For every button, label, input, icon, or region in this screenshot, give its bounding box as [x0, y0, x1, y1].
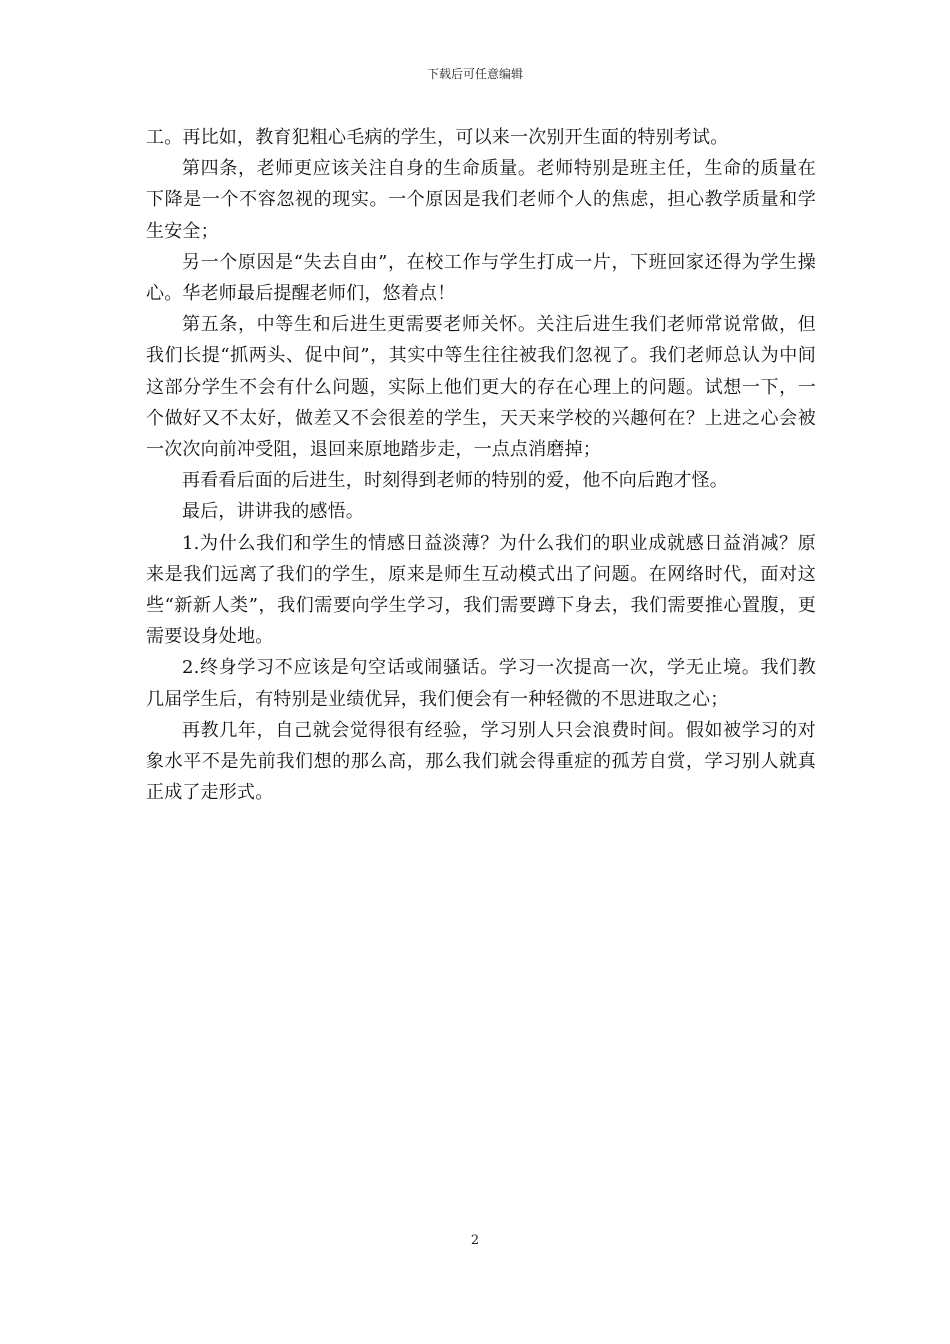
- page-header: 下载后可任意编辑: [426, 67, 523, 81]
- paragraph: 1.为什么我们和学生的情感日益淡薄？为什么我们的职业成就感日益消减？原来是我们远离了我们的学生，原来是师生互动模式出了问题。在网络时代，面对这些“新新人类”，我们需要向学生学习，我们需要蹲下身去，我们需要推心置腹，更需要设身处地。: [146, 532, 816, 648]
- paragraph: 最后，讲讲我的感悟。: [182, 501, 364, 523]
- paragraph: 再看看后面的后进生，时刻得到老师的特别的爱，他不向后跑才怪。: [182, 470, 728, 492]
- paragraph: 第四条，老师更应该关注自身的生命质量。老师特别是班主任，生命的质量在下降是一个不容忽视的现实。一个原因是我们老师个人的焦虑，担心教学质量和学生安全；: [146, 158, 816, 242]
- paragraph: 第五条，中等生和后进生更需要老师关怀。关注后进生我们老师常说常做，但我们长提“抓两头、促中间”，其实中等生往往被我们忽视了。我们老师总认为中间这部分学生不会有什么问题，实际上他们更大的存在心理上的问题。试想一下，一个做好又不太好，做差又不会很差的学生，天天来学校的兴趣何在？上进之心会被一次次向前冲受阻，退回来原地踏步走，一点点消磨掉；: [146, 314, 816, 461]
- page-number: 2: [470, 1233, 480, 1248]
- document-body: [146, 122, 816, 808]
- paragraph: 再教几年，自己就会觉得很有经验，学习别人只会浪费时间。假如被学习的对象水平不是先前我们想的那么高，那么我们就会得重症的孤芳自赏，学习别人就真正成了走形式。: [146, 719, 816, 804]
- paragraph: 工。再比如，教育犯粗心毛病的学生，可以来一次别开生面的特别考试。: [146, 127, 729, 148]
- paragraph: 另一个原因是“失去自由”，在校工作与学生打成一片，下班回家还得为学生操心。华老师最后提醒老师们，悠着点！: [146, 251, 816, 305]
- paragraph: 2.终身学习不应该是句空话或闹骚话。学习一次提高一次，学无止境。我们教几届学生后，有特别是业绩优异，我们便会有一种轻微的不思进取之心；: [146, 657, 816, 710]
